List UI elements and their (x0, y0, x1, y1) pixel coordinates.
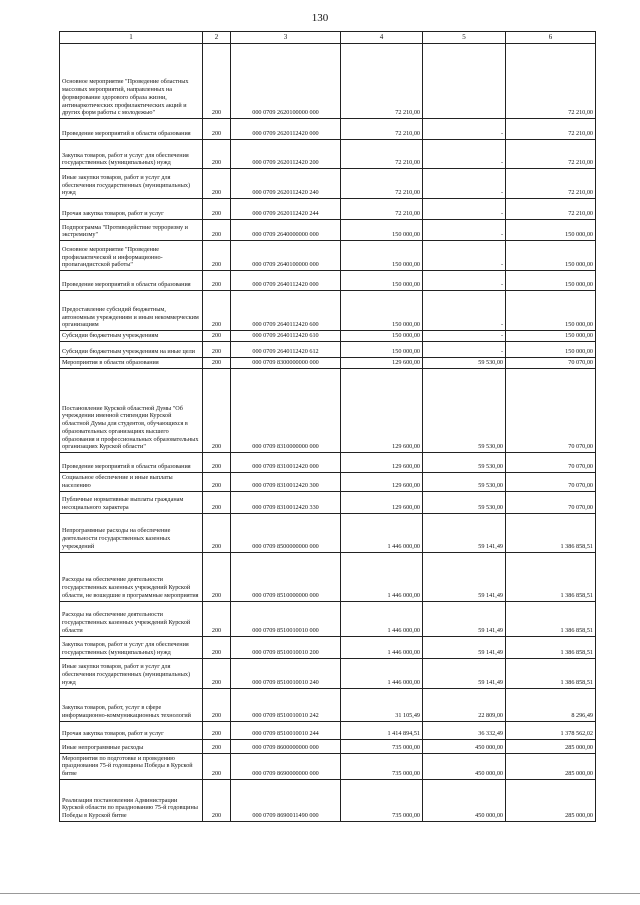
table-row (60, 331, 596, 342)
row-code: 000 0709 8510010010 200 (231, 636, 341, 658)
page-bottom-rule (0, 893, 640, 894)
row-code: 000 0709 8600000000 000 (231, 739, 341, 753)
row-kvr: 200 (203, 601, 231, 636)
row-value-4: 31 105,49 (341, 688, 423, 721)
table-row (60, 119, 596, 140)
row-name: Публичные нормативные выплаты гражданам несоциального характера (60, 491, 203, 513)
row-name: Основное мероприятие "Проведение областных массовых мероприятий, направленных на формирование здорового образа жизни, антинаркотических профилактических акций и других форм работы с молодежью" (60, 44, 203, 119)
table-row (60, 291, 596, 331)
row-code: 000 0709 8510000000 000 (231, 552, 341, 601)
row-name: Иные закупки товаров, работ и услуг для обеспечения государственных (муниципальных) нужд (60, 658, 203, 688)
row-value-4: 129 600,00 (341, 473, 423, 492)
row-value-5: - (423, 331, 506, 342)
row-kvr: 200 (203, 473, 231, 492)
row-kvr: 200 (203, 513, 231, 552)
row-value-4: 129 600,00 (341, 358, 423, 369)
row-kvr: 200 (203, 140, 231, 169)
row-value-6: 1 386 858,51 (506, 552, 596, 601)
row-kvr: 200 (203, 342, 231, 358)
table-row (60, 241, 596, 271)
row-value-4: 150 000,00 (341, 331, 423, 342)
row-value-5: - (423, 220, 506, 241)
row-value-4: 72 210,00 (341, 140, 423, 169)
table-row (60, 220, 596, 241)
row-code: 000 0709 8310012420 330 (231, 491, 341, 513)
table-row (60, 342, 596, 358)
row-value-6: 150 000,00 (506, 342, 596, 358)
row-name: Проведение мероприятий в области образования (60, 271, 203, 291)
table-row (60, 199, 596, 220)
row-value-6: 70 070,00 (506, 358, 596, 369)
row-value-4: 735 000,00 (341, 739, 423, 753)
row-value-6: 1 378 562,02 (506, 721, 596, 739)
row-kvr: 200 (203, 369, 231, 453)
table-row (60, 44, 596, 119)
row-name: Мероприятия по подготовке и проведению празднования 75-й годовщины Победы в Курской битве (60, 753, 203, 779)
column-header: 2 (203, 32, 231, 44)
row-value-6: 150 000,00 (506, 291, 596, 331)
row-code: 000 0709 2640112420 610 (231, 331, 341, 342)
row-value-5: 59 141,49 (423, 636, 506, 658)
column-header: 6 (506, 32, 596, 44)
row-value-6: 72 210,00 (506, 140, 596, 169)
row-code: 000 0709 2640112420 000 (231, 271, 341, 291)
row-value-6: 1 386 858,51 (506, 513, 596, 552)
row-value-5: 36 332,49 (423, 721, 506, 739)
row-code: 000 0709 2620112420 240 (231, 169, 341, 199)
row-name: Проведение мероприятий в области образования (60, 119, 203, 140)
row-value-5 (423, 44, 506, 119)
table-row (60, 688, 596, 721)
row-value-4: 1 446 000,00 (341, 601, 423, 636)
row-value-6: 1 386 858,51 (506, 658, 596, 688)
row-value-4: 72 210,00 (341, 199, 423, 220)
row-value-4: 1 446 000,00 (341, 552, 423, 601)
row-value-6: 150 000,00 (506, 271, 596, 291)
table-row (60, 140, 596, 169)
row-kvr: 200 (203, 636, 231, 658)
row-kvr: 200 (203, 552, 231, 601)
row-value-5: 450 000,00 (423, 753, 506, 779)
row-value-4: 735 000,00 (341, 779, 423, 821)
row-value-6: 1 386 858,51 (506, 601, 596, 636)
row-name: Постановление Курской областной Думы "Об учреждении именной стипендии Курской областной Думы для студентов, обучающихся в образовательных организациях высшего образования и профессиональных образовательных организациях Курской области" (60, 369, 203, 453)
column-header: 5 (423, 32, 506, 44)
row-kvr: 200 (203, 779, 231, 821)
row-code: 000 0709 8300000000 000 (231, 358, 341, 369)
row-kvr: 200 (203, 220, 231, 241)
row-name: Закупка товаров, работ и услуг для обеспечения государственных (муниципальных) нужд (60, 140, 203, 169)
row-name: Мероприятия в области образования (60, 358, 203, 369)
row-value-4: 1 446 000,00 (341, 658, 423, 688)
row-code: 000 0709 8310012420 300 (231, 473, 341, 492)
row-value-5: 22 809,00 (423, 688, 506, 721)
row-value-4: 150 000,00 (341, 220, 423, 241)
row-name: Основное мероприятие "Проведение профилактической и информационно-пропагандистской работы" (60, 241, 203, 271)
table-row (60, 369, 596, 453)
row-code: 000 0709 2620112420 000 (231, 119, 341, 140)
row-kvr: 200 (203, 658, 231, 688)
table-row (60, 753, 596, 779)
row-value-4: 72 210,00 (341, 119, 423, 140)
row-value-4: 150 000,00 (341, 271, 423, 291)
row-name: Расходы на обеспечение деятельности государственных казенных учреждений Курской области (60, 601, 203, 636)
table-row (60, 513, 596, 552)
row-value-4: 150 000,00 (341, 241, 423, 271)
row-value-6: 150 000,00 (506, 241, 596, 271)
row-kvr: 200 (203, 331, 231, 342)
row-value-5: 450 000,00 (423, 779, 506, 821)
row-value-6: 70 070,00 (506, 453, 596, 473)
row-name: Подпрограмма "Противодействие терроризму и экстремизму" (60, 220, 203, 241)
row-name: Закупка товаров, работ, услуг в сфере информационно-коммуникационных технологий (60, 688, 203, 721)
row-kvr: 200 (203, 453, 231, 473)
row-value-5: - (423, 342, 506, 358)
row-code: 000 0709 8500000000 000 (231, 513, 341, 552)
row-code: 000 0709 8310000000 000 (231, 369, 341, 453)
row-value-6: 72 210,00 (506, 119, 596, 140)
column-header: 3 (231, 32, 341, 44)
table-row (60, 779, 596, 821)
row-value-5: 59 141,49 (423, 601, 506, 636)
table-row (60, 552, 596, 601)
row-kvr: 200 (203, 271, 231, 291)
row-value-4: 735 000,00 (341, 753, 423, 779)
row-value-6: 150 000,00 (506, 220, 596, 241)
table-row (60, 453, 596, 473)
row-value-6: 72 210,00 (506, 169, 596, 199)
row-value-5: - (423, 271, 506, 291)
row-value-5: - (423, 119, 506, 140)
row-value-6: 285 000,00 (506, 753, 596, 779)
table-row (60, 721, 596, 739)
row-kvr: 200 (203, 739, 231, 753)
row-name: Предоставление субсидий бюджетным, автономным учреждениям и иным некоммерческим организациям (60, 291, 203, 331)
row-value-5: - (423, 199, 506, 220)
row-kvr: 200 (203, 241, 231, 271)
row-value-6: 285 000,00 (506, 739, 596, 753)
row-code: 000 0709 2640112420 600 (231, 291, 341, 331)
row-code: 000 0709 2640000000 000 (231, 220, 341, 241)
row-code: 000 0709 8510010010 244 (231, 721, 341, 739)
row-name: Прочая закупка товаров, работ и услуг (60, 721, 203, 739)
row-value-5: 59 530,00 (423, 473, 506, 492)
row-code: 000 0709 8690000000 000 (231, 753, 341, 779)
row-name: Непрограммные расходы на обеспечение деятельности государственных казенных учреждений (60, 513, 203, 552)
row-name: Реализация постановления Администрации Курской области по празднованию 75-й годовщины Победы в Курской битве (60, 779, 203, 821)
row-code: 000 0709 8690011490 000 (231, 779, 341, 821)
table-row (60, 473, 596, 492)
row-kvr: 200 (203, 169, 231, 199)
row-value-4: 150 000,00 (341, 342, 423, 358)
row-value-4: 1 414 894,51 (341, 721, 423, 739)
row-code: 000 0709 2640112420 612 (231, 342, 341, 358)
row-value-5: 450 000,00 (423, 739, 506, 753)
row-code: 000 0709 8510010010 000 (231, 601, 341, 636)
row-value-5: - (423, 291, 506, 331)
row-value-5: 59 530,00 (423, 358, 506, 369)
row-value-5: 59 141,49 (423, 658, 506, 688)
row-value-6: 72 210,00 (506, 44, 596, 119)
row-value-6: 70 070,00 (506, 369, 596, 453)
row-value-5: 59 141,49 (423, 552, 506, 601)
table-row (60, 491, 596, 513)
table-row (60, 739, 596, 753)
row-value-6: 1 386 858,51 (506, 636, 596, 658)
row-value-4: 129 600,00 (341, 369, 423, 453)
budget-table (59, 31, 596, 822)
row-value-5: - (423, 169, 506, 199)
row-kvr: 200 (203, 119, 231, 140)
row-kvr: 200 (203, 199, 231, 220)
row-name: Иные непрограммные расходы (60, 739, 203, 753)
row-kvr: 200 (203, 491, 231, 513)
table-row (60, 658, 596, 688)
row-value-5: 59 530,00 (423, 491, 506, 513)
page-number: 130 (311, 12, 329, 24)
row-value-5: - (423, 241, 506, 271)
row-value-6: 8 296,49 (506, 688, 596, 721)
column-header: 1 (60, 32, 203, 44)
row-value-6: 150 000,00 (506, 331, 596, 342)
row-code: 000 0709 8310012420 000 (231, 453, 341, 473)
table-row (60, 169, 596, 199)
row-value-4: 129 600,00 (341, 453, 423, 473)
row-name: Иные закупки товаров, работ и услуг для обеспечения государственных (муниципальных) нужд (60, 169, 203, 199)
row-value-4: 72 210,00 (341, 169, 423, 199)
row-code: 000 0709 8510010010 240 (231, 658, 341, 688)
row-name: Прочая закупка товаров, работ и услуг (60, 199, 203, 220)
table-row (60, 636, 596, 658)
row-kvr: 200 (203, 44, 231, 119)
column-header: 4 (341, 32, 423, 44)
row-name: Субсидии бюджетным учреждениям на иные цели (60, 342, 203, 358)
table-row (60, 601, 596, 636)
row-value-6: 285 000,00 (506, 779, 596, 821)
row-value-6: 70 070,00 (506, 473, 596, 492)
table-header-row (60, 32, 596, 44)
row-value-4: 1 446 000,00 (341, 636, 423, 658)
row-value-6: 72 210,00 (506, 199, 596, 220)
row-name: Проведение мероприятий в области образования (60, 453, 203, 473)
row-code: 000 0709 2620112420 200 (231, 140, 341, 169)
row-name: Субсидии бюджетным учреждениям (60, 331, 203, 342)
row-value-4: 150 000,00 (341, 291, 423, 331)
row-value-4: 1 446 000,00 (341, 513, 423, 552)
row-code: 000 0709 2620100000 000 (231, 44, 341, 119)
row-kvr: 200 (203, 721, 231, 739)
row-kvr: 200 (203, 688, 231, 721)
row-value-4: 129 600,00 (341, 491, 423, 513)
row-name: Закупка товаров, работ и услуг для обеспечения государственных (муниципальных) нужд (60, 636, 203, 658)
row-value-5: 59 530,00 (423, 453, 506, 473)
row-kvr: 200 (203, 291, 231, 331)
table-row (60, 271, 596, 291)
row-code: 000 0709 8510010010 242 (231, 688, 341, 721)
row-name: Социальное обеспечение и иные выплаты населению (60, 473, 203, 492)
row-code: 000 0709 2620112420 244 (231, 199, 341, 220)
row-value-5: 59 141,49 (423, 513, 506, 552)
row-value-5: - (423, 140, 506, 169)
row-kvr: 200 (203, 753, 231, 779)
row-value-6: 70 070,00 (506, 491, 596, 513)
table-row (60, 358, 596, 369)
row-name: Расходы на обеспечение деятельности государственных казенных учреждений Курской области, не вошедшие в программные мероприятия (60, 552, 203, 601)
row-kvr: 200 (203, 358, 231, 369)
row-value-5: 59 530,00 (423, 369, 506, 453)
row-code: 000 0709 2640100000 000 (231, 241, 341, 271)
row-value-4: 72 210,00 (341, 44, 423, 119)
